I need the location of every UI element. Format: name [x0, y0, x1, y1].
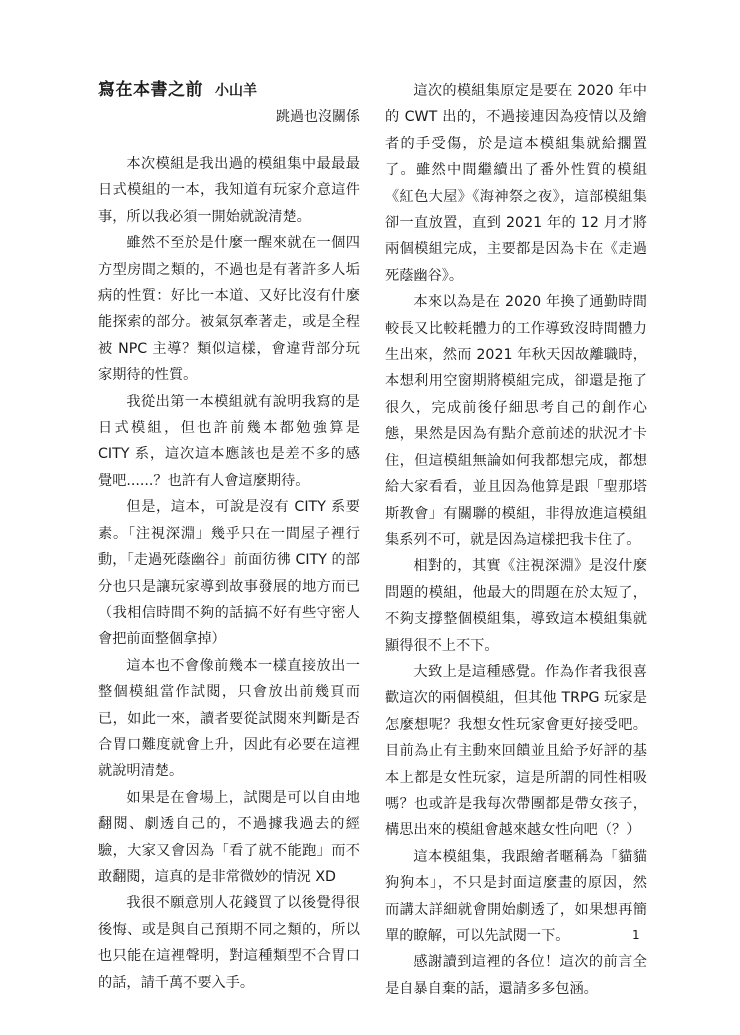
page-title: 寫在本書之前: [98, 80, 203, 100]
paragraph: 感謝讀到這裡的各位！這次的前言全是自暴自棄的話，還請多多包涵。: [385, 954, 647, 997]
paragraph: 我很不願意別人花錢買了以後覺得很後悔、或是與自己預期不同之類的，所以也只能在這裡聲明，對這種類型不合胃口的話，請千萬不要入手。: [98, 895, 360, 991]
paragraph: 這次的模組集原定是要在 2020 年中的 CWT 出的，不過接連因為疫情以及繪者的手受傷，於是這本模組集就給擱置了。雖然中間繼續出了番外性質的模組《紅色大屋》《海神祭之夜》，這部模組集卻一直放置，直到 2021 年的 12 月才將兩個模組完成，主要都是因為卡在《走過死蔭幽谷》。: [385, 83, 647, 284]
paragraph: 雖然不至於是什麼一醒來就在一個四方型房間之類的，不過也是有著許多人垢病的性質：好比一本道、又好比沒有什麼能探索的部分。被氣氛牽著走，或是全程被 NPC 主導？類似這樣，會違背部分玩家期待的性質。: [98, 235, 360, 384]
paragraph: 如果是在會場上，試閱是可以自由地翻閱、劇透自己的，不過據我過去的經驗，大家又會因為「看了就不能跑」而不敢翻閱，這真的是非常微妙的情況 XD: [98, 789, 360, 885]
right-column: [385, 78, 647, 1002]
paragraph: 這本模組集，我跟繪者暱稱為「貓貓狗狗本」，不只是封面這麼畫的原因，然而講太詳細就會開始劇透了，如果想再簡單的瞭解，可以先試閱一下。: [385, 848, 647, 944]
spacer: [98, 129, 360, 151]
left-column: [98, 78, 360, 996]
page-number: 1: [632, 928, 640, 942]
paragraph: 本次模組是我出過的模組集中最最最日式模組的一本，我知道有玩家介意這件事，所以我必須一開始就說清楚。: [98, 156, 360, 225]
paragraph: 本來以為是在 2020 年換了通勤時間較長又比較耗體力的工作導致沒時間體力生出來，然而 2021 年秋天因故離職時，本想利用空窗期將模組完成，卻還是拖了很久，完成前後仔細思考自己的創作心態，果然是因為有點介意前述的狀況才卡住，但這模組無論如何我都想完成，都想給大家看看，並且因為他算是跟「聖那塔斯教會」有關聯的模組，非得放進這模組集系列不可，就是因為這樣把我卡住了。: [385, 294, 647, 548]
paragraph: 這本也不會像前幾本一樣直接放出一整個模組當作試閱，只會放出前幾頁而已，如此一來，讀者要從試閱來判斷是否合胃口難度就會上升，因此有必要在這裡就說明清楚。: [98, 657, 360, 780]
subtitle: 跳過也沒關係: [276, 109, 360, 125]
paragraph: 我從出第一本模組就有說明我寫的是日式模組，但也許前幾本都勉強算是 CITY 系，這次這本應該也是差不多的感覺吧......？也許有人會這麼期待。: [98, 393, 360, 489]
paragraph: 大致上是這種感覺。作為作者我很喜歡這次的兩個模組，但其他 TRPG 玩家是怎麼想呢？我想女性玩家會更好接受吧。目前為止有主動來回饋並且給予好評的基本上都是女性玩家，這是所謂的同性相吸嗎？也或許是我每次帶團都是帶女孩子，構思出來的模組會越來越女性向吧（？）: [385, 663, 647, 839]
paragraph: 相對的，其實《注視深淵》是沒什麼問題的模組，他最大的問題在於太短了，不夠支撐整個模組集，導致這本模組集就顯得很不上不下。: [385, 558, 647, 654]
paragraph: 但是，這本，可說是沒有 CITY 系要素。「注視深淵」幾乎只在一間屋子裡行動，「走過死蔭幽谷」前面彷彿 CITY 的部分也只是讓玩家導到故事發展的地方而已（我相信時間不夠的話搞不好有些守密人會把前面整個拿掉）: [98, 499, 360, 648]
title-row: [98, 78, 360, 102]
author-name: 小山羊: [215, 83, 257, 99]
